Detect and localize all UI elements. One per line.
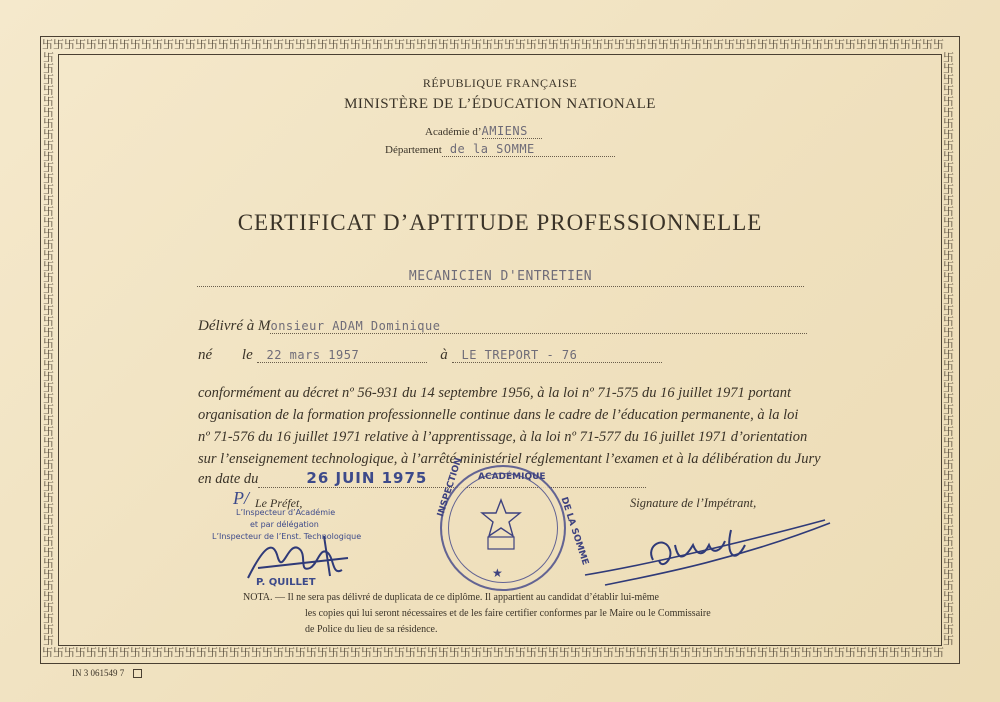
stamp-emblem [470, 495, 532, 557]
nota-line-3: de Police du lieu de sa résidence. [305, 624, 438, 635]
legal-line-1: conformément au décret nº 56-931 du 14 septembre 1956, à la loi nº 71-575 du 16 juillet 1971 portant [198, 385, 792, 401]
stamp-star-icon: ★ [492, 566, 503, 580]
legal-paragraph [198, 382, 821, 470]
meander-border-bottom: 卐卐卐卐卐卐卐卐卐卐卐卐卐卐卐卐卐卐卐卐卐卐卐卐卐卐卐卐卐卐卐卐卐卐卐卐卐卐卐卐卐卐卐卐卐卐卐卐卐卐卐卐卐卐卐卐卐卐卐卐卐卐卐卐卐卐卐卐卐卐卐卐卐卐卐卐卐卐卐卐卐卐 [42, 647, 944, 659]
nota-label: NOTA. [243, 592, 273, 603]
meander-border-top: 卐卐卐卐卐卐卐卐卐卐卐卐卐卐卐卐卐卐卐卐卐卐卐卐卐卐卐卐卐卐卐卐卐卐卐卐卐卐卐卐卐卐卐卐卐卐卐卐卐卐卐卐卐卐卐卐卐卐卐卐卐卐卐卐卐卐卐卐卐卐卐卐卐卐卐卐卐卐卐卐卐卐 [42, 39, 944, 51]
nota-line-2: les copies qui lui seront nécessaires et de les faire certifier conformes par le Maire ou le Commissaire [305, 608, 711, 619]
deliberation-date: 26 JUIN 1975 [258, 469, 646, 488]
footer-code [72, 668, 142, 678]
impetrant-signature [575, 515, 835, 595]
certificate-title: CERTIFICAT D’APTITUDE PROFESSIONNELLE [237, 210, 763, 235]
meander-border-right: 卐卐卐卐卐卐卐卐卐卐卐卐卐卐卐卐卐卐卐卐卐卐卐卐卐卐卐卐卐卐卐卐卐卐卐卐卐卐卐卐卐卐卐卐卐卐卐卐卐卐卐卐卐卐 [943, 52, 954, 646]
republic-heading: RÉPUBLIQUE FRANÇAISE [422, 76, 578, 90]
academie-label: Académie d’ [425, 126, 482, 138]
birth-place: LE TREPORT - 76 [452, 348, 662, 363]
meander-border-left: 卐卐卐卐卐卐卐卐卐卐卐卐卐卐卐卐卐卐卐卐卐卐卐卐卐卐卐卐卐卐卐卐卐卐卐卐卐卐卐卐卐卐卐卐卐卐卐卐卐卐卐卐卐卐 [43, 52, 54, 646]
pour-mark: P/ [233, 488, 249, 508]
prefet-line-3: L’Inspecteur de l’Enst. Technologique [212, 532, 362, 541]
birth-date: 22 mars 1957 [257, 348, 427, 363]
delivered-to-line [198, 318, 807, 335]
academie-value: AMIENS [482, 124, 542, 139]
footer-code-text: IN 3 061549 7 [72, 668, 125, 678]
stamp-left-text: INSPECTION [436, 456, 465, 519]
nota-line-1: — Il ne sera pas délivré de duplicata de ce diplôme. Il appartient au candidat d’établir lui-même [274, 592, 659, 603]
recipient-name: onsieur ADAM Dominique [270, 319, 807, 334]
date-label: en date du [198, 471, 259, 487]
checkbox-icon [133, 669, 142, 678]
departement-line [385, 142, 615, 157]
prefet-label: Le Préfet, [255, 496, 303, 510]
departement-value: de la SOMME [442, 142, 615, 157]
le-label: le [241, 347, 253, 363]
academie-line [425, 124, 542, 139]
date-line [198, 469, 646, 488]
impetrant-label: Signature de l’Impétrant, [630, 496, 757, 510]
prefet-line-2: et par délégation [250, 520, 319, 529]
legal-line-4: sur l’enseignement technologique, à l’arrêté ministériel réglementant l’examen et à la délibération du Jury [198, 451, 821, 467]
ministry-heading: MINISTÈRE DE L’ÉDUCATION NATIONALE [344, 96, 656, 112]
departement-label: Département [385, 144, 442, 156]
born-label: né [198, 347, 213, 363]
delivered-label: Délivré à M [198, 318, 271, 334]
stamp-top-text: ACADÉMIQUE [478, 472, 546, 482]
legal-line-3: nº 71-576 du 16 juillet 1971 relative à l’apprentissage, à la loi nº 71-577 du 16 juillet 1971 d’orientation [198, 429, 808, 445]
stamp-right-text: DE LA SOMME [558, 496, 590, 567]
specialty-value: MECANICIEN D'ENTRETIEN [197, 269, 804, 287]
prefet-name: P. QUILLET [256, 577, 316, 588]
prefet-line-1: L’Inspecteur d’Académie [236, 508, 336, 517]
nota-block [243, 590, 763, 638]
birth-line [198, 347, 808, 364]
a-label: à [440, 347, 448, 363]
legal-line-2: organisation de la formation professionnelle continue dans le cadre de l’éducation permanente, à la loi [198, 407, 799, 423]
